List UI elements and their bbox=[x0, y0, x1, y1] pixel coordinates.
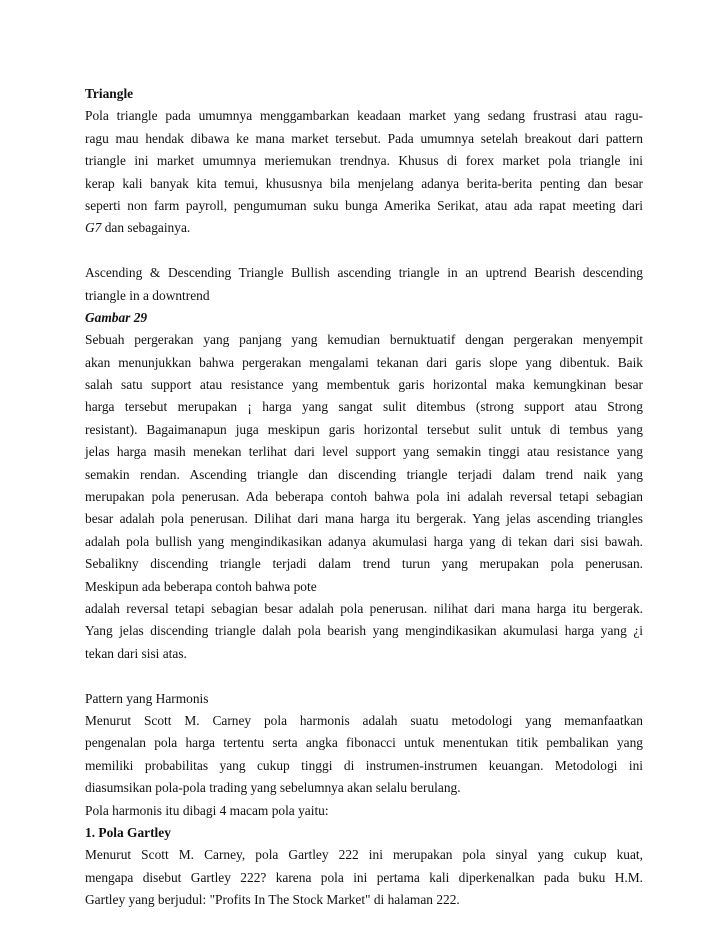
paragraph-line: jelas harga masih menekan terlihat dari level support yang semakin tinggi atau resistance yang bbox=[85, 444, 643, 460]
paragraph-line: memiliki probabilitas yang cukup tinggi di instrumen-instrumen keuangan. Metodologi ini bbox=[85, 757, 643, 773]
paragraph-line: adalah reversal tetapi sebagian besar adalah pola penerusan. nilihat dari mana harga itu bergerak. bbox=[85, 600, 643, 616]
paragraph-line: Pola triangle pada umumnya menggambarkan keadaan market yang sedang frustrasi atau ragu- bbox=[85, 108, 643, 124]
paragraph-line: Ascending & Descending Triangle Bullish ascending triangle in an uptrend Bearish descending bbox=[85, 265, 643, 281]
paragraph-line: tekan dari sisi atas. bbox=[85, 645, 187, 661]
paragraph-line bbox=[85, 217, 643, 239]
paragraph-line: ragu mau hendak dibawa ke mana market tersebut. Pada umumnya setelah breakout dari pattern bbox=[85, 130, 643, 146]
paragraph-line: harga tersebut merupakan ¡ harga yang sangat sulit ditembus (strong support atau Strong bbox=[85, 399, 643, 415]
paragraph-line: triangle in a downtrend bbox=[85, 287, 210, 303]
paragraph-line: Menurut Scott M. Carney, pola Gartley 222 ini merupakan pola sinyal yang cukup kuat, bbox=[85, 847, 643, 863]
paragraph-line: besar adalah pola penerusan. Dilihat dari mana harga itu bergerak. Yang jelas ascending triangles bbox=[85, 511, 643, 527]
paragraph-line: resistant). Bagaimanapun juga meskipun garis horizontal tersebut sulit untuk di tembus yang bbox=[85, 421, 643, 437]
figure-label: Gambar 29 bbox=[85, 309, 148, 325]
paragraph-line: merupakan pola penerusan. Ada beberapa contoh bahwa pola ini adalah reversal tetapi sebagian bbox=[85, 489, 643, 505]
paragraph-line: Sebalikny discending triangle terjadi dalam trend turun yang merupakan pola penerusan. bbox=[85, 556, 643, 572]
paragraph-line: adalah pola bullish yang mengindikasikan adanya akumulasi harga yang di tekan dari sisi bawah. bbox=[85, 533, 643, 549]
spacer bbox=[85, 240, 643, 262]
paragraph-line: Meskipun ada beberapa contoh bahwa pote bbox=[85, 578, 317, 594]
paragraph-line: Yang jelas discending triangle dalah pola bearish yang mengindikasikan akumulasi harga yang ¿i bbox=[85, 623, 643, 639]
paragraph-line: seperti non farm payroll, pengumuman suku bunga Amerika Serikat, atau ada rapat meeting dari bbox=[85, 197, 643, 213]
paragraph-line: diasumsikan pola-pola trading yang sebelumnya akan selalu berulang. bbox=[85, 780, 461, 796]
paragraph-line: Pola harmonis itu dibagi 4 macam pola yaitu: bbox=[85, 802, 329, 818]
paragraph-line: pengenalan pola harga tertentu serta angka fibonacci untuk menentukan titik pembalikan yang bbox=[85, 735, 643, 751]
paragraph-text: dan sebagainya. bbox=[101, 220, 191, 236]
paragraph-line: triangle ini market umumnya meriemukan trendnya. Khusus di forex market pola triangle ini bbox=[85, 153, 643, 169]
section-heading-gartley: 1. Pola Gartley bbox=[85, 824, 171, 840]
paragraph-line: salah satu support atau resistance yang membentuk garis horizontal maka kemungkinan besar bbox=[85, 377, 643, 393]
document-page bbox=[85, 83, 643, 911]
paragraph-line: mengapa disebut Gartley 222? karena pola ini pertama kali diperkenalkan pada buku H.M. bbox=[85, 869, 643, 885]
paragraph-line: semakin rendan. Ascending triangle dan discending triangle terjadi dalam trend naik yang bbox=[85, 466, 643, 482]
paragraph-line: kerap kali banyak kita temui, khususnya bila menjelang adanya berita-berita penting dan besar bbox=[85, 175, 643, 191]
section-heading-harmonis: Pattern yang Harmonis bbox=[85, 690, 209, 706]
paragraph-line: Gartley yang berjudul: "Profits In The Stock Market" di halaman 222. bbox=[85, 892, 460, 908]
section-heading-triangle: Triangle bbox=[85, 86, 134, 101]
paragraph-line: Sebuah pergerakan yang panjang yang kemudian bernuktuatif dengan pergerakan menyempit bbox=[85, 332, 643, 348]
spacer bbox=[85, 665, 643, 687]
paragraph-line: akan menunjukkan bahwa pergerakan mengalami tekanan dari garis slope yang dibentuk. Baik bbox=[85, 354, 643, 370]
italic-text: G7 bbox=[85, 220, 102, 236]
paragraph-line: Menurut Scott M. Carney pola harmonis adalah suatu metodologi yang memanfaatkan bbox=[85, 712, 643, 728]
